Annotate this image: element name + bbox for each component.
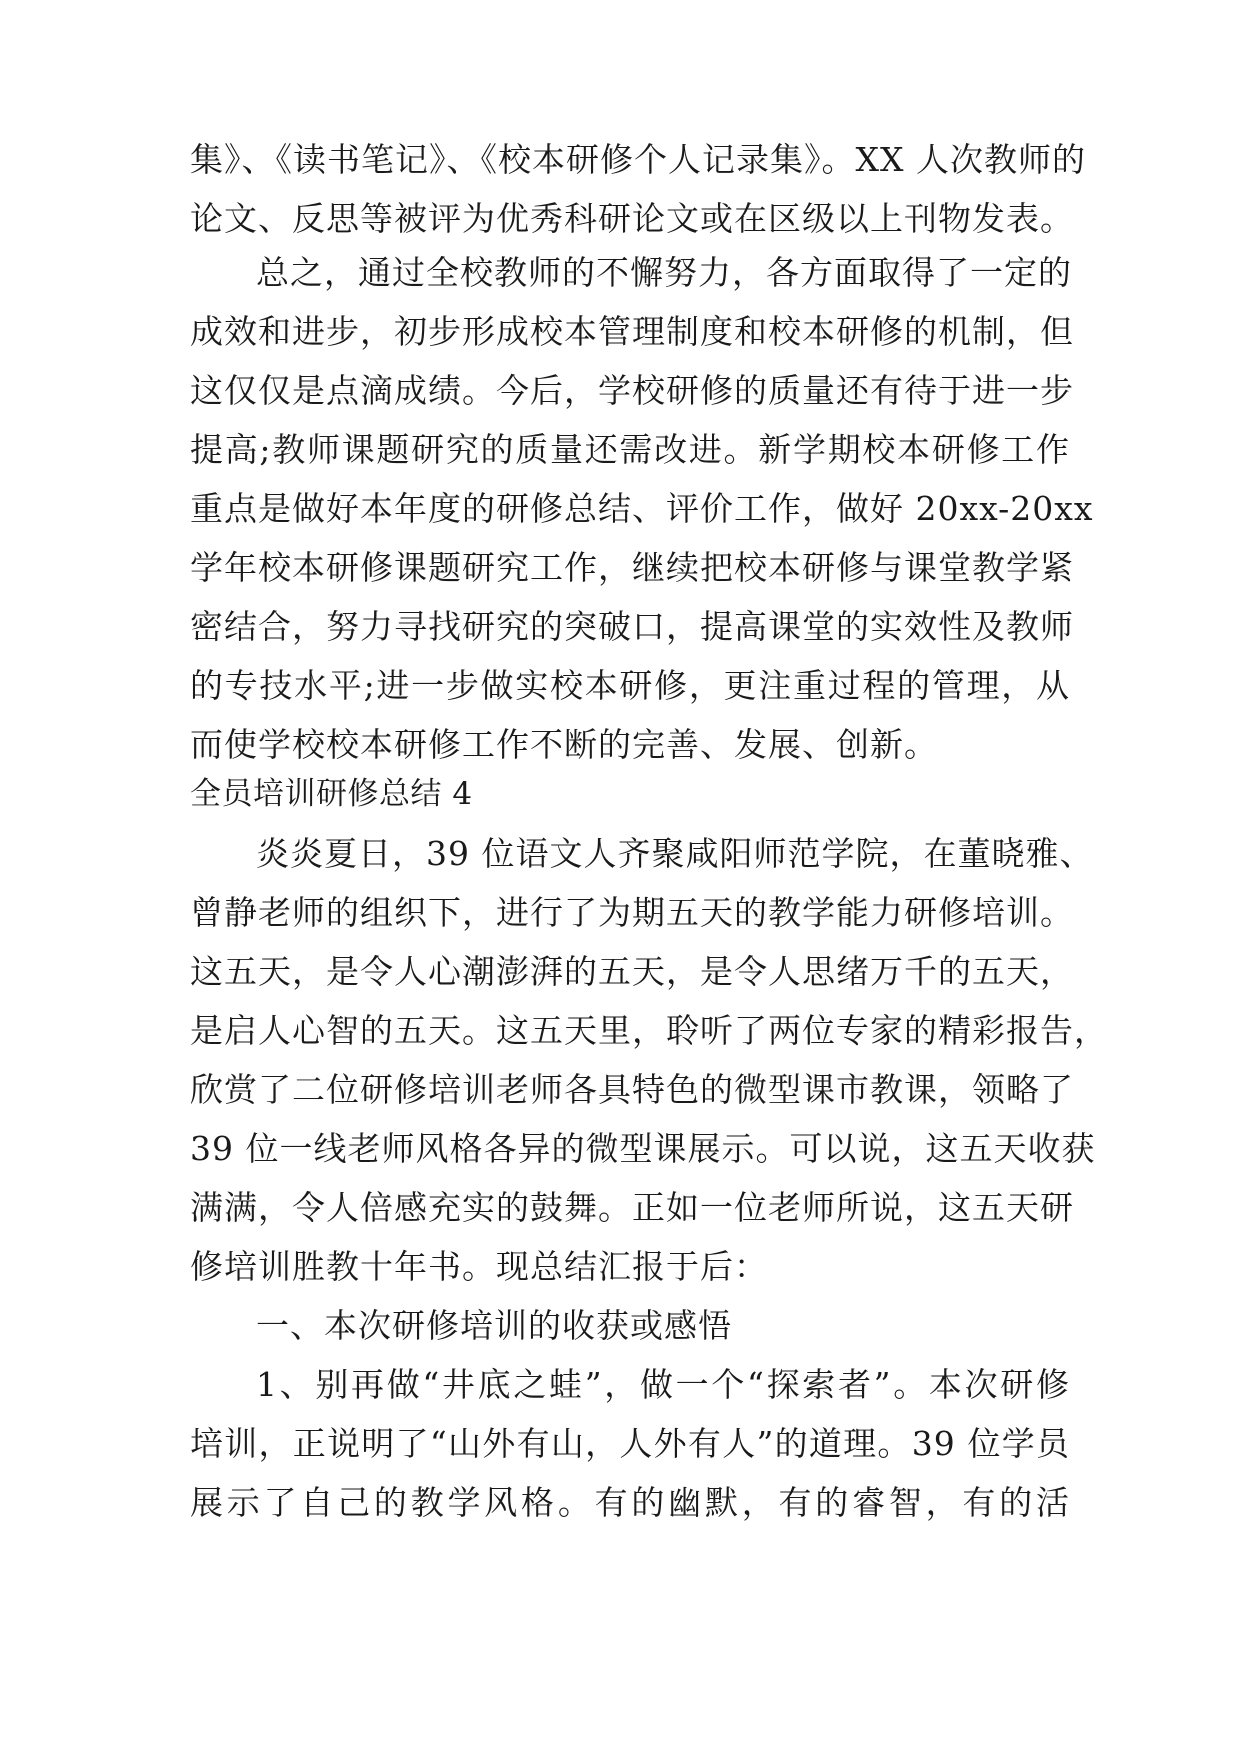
- paragraph-4-line-2: 培训，正说明了“山外有山，人外有人”的道理。39 位学员: [190, 1424, 1070, 1463]
- subheading-block: [190, 1296, 1070, 1355]
- paragraph-4-line-3: 展示了自己的教学风格。有的幽默，有的睿智，有的活: [190, 1483, 1070, 1522]
- paragraph-2: [190, 243, 1094, 774]
- paragraph-4-line-1: 1、别再做“井底之蛙”，做一个“探索者”。本次研修: [256, 1365, 1070, 1404]
- paragraph-1: [190, 130, 1086, 248]
- paragraph-2-line-6: 学年校本研修课题研究工作，继续把校本研修与课堂教学紧: [190, 548, 1074, 587]
- paragraph-3-line-3: 这五天，是令人心潮澎湃的五天，是令人思绪万千的五天，: [190, 952, 1074, 991]
- paragraph-1-line-1: 集》、《读书笔记》、《校本研修个人记录集》。XX 人次教师的: [190, 140, 1086, 179]
- paragraph-3-line-4: 是启人心智的五天。这五天里，聆听了两位专家的精彩报告，: [190, 1011, 1108, 1050]
- subheading-1: 一、本次研修培训的收获或感悟: [256, 1306, 732, 1345]
- paragraph-4: [190, 1355, 1070, 1532]
- paragraph-2-line-3: 这仅仅是点滴成绩。今后，学校研修的质量还有待于进一步: [190, 371, 1074, 410]
- paragraph-2-line-5: 重点是做好本年度的研修总结、评价工作，做好 20xx-20xx: [190, 489, 1094, 528]
- paragraph-2-line-4: 提高;教师课题研究的质量还需改进。新学期校本研修工作: [190, 430, 1070, 469]
- paragraph-3: [190, 824, 1108, 1296]
- paragraph-2-line-8: 的专技水平;进一步做实校本研修，更注重过程的管理，从: [190, 666, 1070, 705]
- paragraph-3-line-7: 满满，令人倍感充实的鼓舞。正如一位老师所说，这五天研: [190, 1188, 1074, 1227]
- section-heading-block: [190, 765, 1070, 824]
- paragraph-2-line-1: 总之，通过全校教师的不懈努力，各方面取得了一定的: [256, 253, 1072, 292]
- paragraph-3-line-1: 炎炎夏日，39 位语文人齐聚咸阳师范学院，在董晓雅、: [256, 834, 1094, 873]
- paragraph-3-line-2: 曾静老师的组织下，进行了为期五天的教学能力研修培训。: [190, 893, 1074, 932]
- paragraph-2-line-2: 成效和进步，初步形成校本管理制度和校本研修的机制，但: [190, 312, 1074, 351]
- paragraph-3-line-5: 欣赏了二位研修培训老师各具特色的微型课市教课，领略了: [190, 1070, 1074, 1109]
- paragraph-3-line-6: 39 位一线老师风格各异的微型课展示。可以说，这五天收获: [190, 1129, 1096, 1168]
- paragraph-1-line-2: 论文、反思等被评为优秀科研论文或在区级以上刊物发表。: [190, 199, 1074, 238]
- paragraph-2-line-9: 而使学校校本研修工作不断的完善、发展、创新。: [190, 725, 938, 764]
- section-heading: 全员培训研修总结 4: [190, 776, 473, 812]
- paragraph-3-line-8: 修培训胜教十年书。现总结汇报于后：: [190, 1247, 768, 1286]
- paragraph-2-line-7: 密结合，努力寻找研究的突破口，提高课堂的实效性及教师: [190, 607, 1074, 646]
